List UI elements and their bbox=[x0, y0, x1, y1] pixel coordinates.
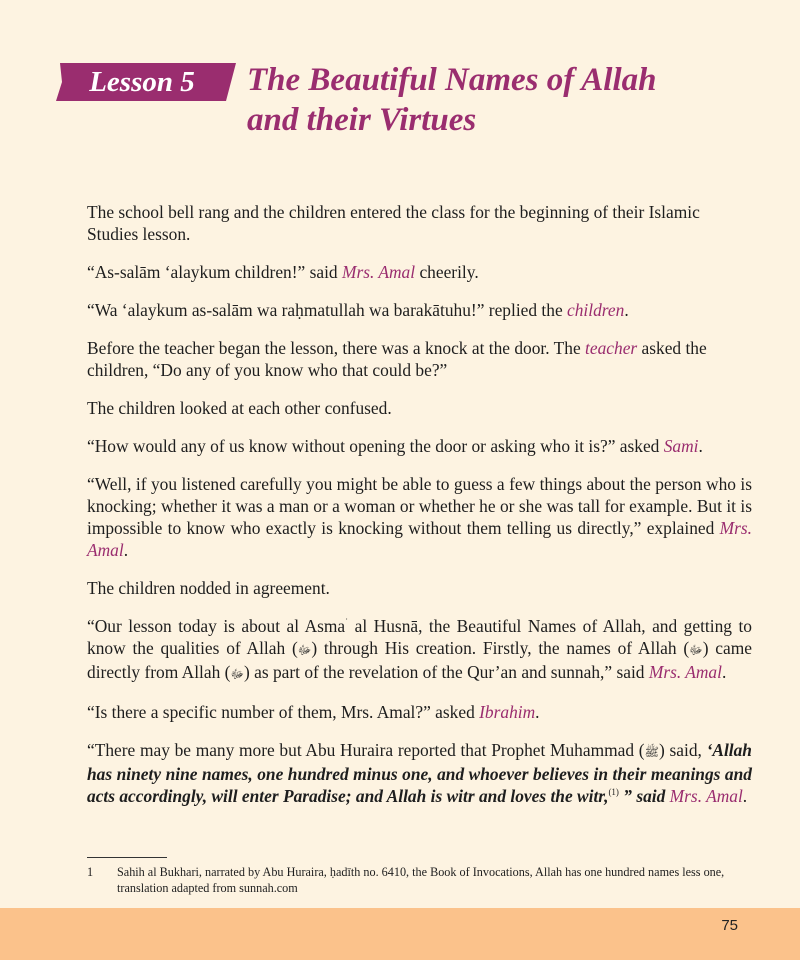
speaker-name: Mrs. Amal bbox=[341, 262, 416, 282]
lesson-title-line-1: The Beautiful Names of Allah bbox=[247, 62, 657, 98]
paragraph-3 bbox=[87, 299, 752, 321]
paragraph-9 bbox=[87, 615, 752, 685]
honorific-symbol: ﷻ bbox=[230, 667, 244, 681]
paragraph-11-text-2: ) said, bbox=[659, 740, 707, 760]
footnote-number: 1 bbox=[87, 865, 94, 879]
lesson-title bbox=[247, 60, 767, 140]
lesson-label: Lesson 5 bbox=[89, 66, 195, 98]
paragraph-4-text-end: asked the children, “Do any of you know who that could be?” bbox=[87, 338, 707, 380]
honorific-symbol: ﷻ bbox=[689, 643, 703, 657]
paragraph-1-text: The school bell rang and the children entered the class for the beginning of their Islamic Studies lesson. bbox=[87, 202, 700, 244]
speaker-name: Mrs. Amal bbox=[669, 786, 743, 806]
paragraph-9-text-3: ) through His creation. Firstly, the names of Allah ( bbox=[311, 638, 690, 658]
footnote bbox=[87, 864, 752, 896]
speaker-name: Mrs. Amal bbox=[648, 662, 722, 682]
footer-bar bbox=[0, 908, 800, 960]
paragraph-9-text-4: ) came directly from Allah ( bbox=[87, 638, 752, 682]
footnote-divider bbox=[87, 857, 167, 858]
paragraph-10-text-end: . bbox=[535, 702, 540, 722]
paragraph-4-text: Before the teacher began the lesson, there was a knock at the door. The bbox=[87, 338, 586, 358]
paragraph-11 bbox=[87, 739, 752, 807]
paragraph-10-text: “Is there a specific number of them, Mrs. Amal?” asked bbox=[87, 702, 480, 722]
paragraph-5 bbox=[87, 397, 752, 419]
lesson-tag bbox=[56, 62, 236, 102]
paragraph-9-text-2: al Husnā, the Beautiful Names of Allah, and getting to know the qualities of Allah ( bbox=[87, 616, 752, 658]
hadith-quote: ‘Allah has ninety nine names, one hundred minus one, and whoever believes in their meanings and acts accordingly, will enter Paradise; and Allah is witr and loves the witr, bbox=[87, 740, 752, 806]
paragraph-9-text-5: ) as part of the revelation of the Qur’an and sunnah,” said bbox=[243, 662, 649, 682]
lesson-title-line-2: and their Virtues bbox=[247, 102, 477, 138]
paragraph-2 bbox=[87, 261, 752, 283]
speaker-name: teacher bbox=[585, 338, 638, 358]
paragraph-8 bbox=[87, 577, 752, 599]
paragraph-7 bbox=[87, 473, 752, 561]
speaker-name: Ibrahim bbox=[479, 702, 536, 722]
paragraph-11-text-end: . bbox=[742, 786, 748, 806]
paragraph-5-text: The children looked at each other confused. bbox=[87, 398, 392, 418]
paragraph-6-text: “How would any of us know without opening the door or asking who it is?” asked bbox=[87, 436, 664, 456]
paragraph-2-text: “As-salām ‘alaykum children!” said bbox=[87, 262, 342, 282]
speaker-name: Sami bbox=[663, 436, 699, 456]
paragraph-8-text: The children nodded in agreement. bbox=[87, 578, 330, 598]
paragraph-3-text-end: . bbox=[624, 300, 629, 320]
footnote-reference[interactable]: (1) bbox=[608, 787, 619, 798]
paragraph-1 bbox=[87, 201, 752, 245]
paragraph-4 bbox=[87, 337, 752, 381]
speaker-name: children bbox=[567, 300, 625, 320]
paragraph-3-text: “Wa ‘alaykum as-salām wa raḥmatullah wa barakātuhu!” replied the bbox=[87, 300, 568, 320]
paragraph-9-text-end: . bbox=[721, 662, 727, 682]
paragraph-9-text: “Our lesson today is about al Asma bbox=[87, 616, 346, 636]
quote-close: ” said bbox=[618, 786, 670, 806]
paragraph-6-text-end: . bbox=[698, 436, 703, 456]
footnote-text: Sahih al Bukhari, narrated by Abu Huraira, ḥadīth no. 6410, the Book of Invocations, Allah has one hundred names less one, translation adapted from sunnah.com bbox=[117, 865, 725, 895]
paragraph-11-text: “There may be many more but Abu Huraira reported that Prophet Muhammad ( bbox=[87, 740, 645, 760]
paragraph-6 bbox=[87, 435, 752, 457]
paragraph-7-text-end: . bbox=[123, 540, 129, 560]
ayn-mark: ʿ bbox=[345, 617, 349, 628]
paragraph-7-text: “Well, if you listened carefully you might be able to guess a few things about the person who is knocking; whether it was a man or a woman or whether he or she was tall for example. But it is impossible to know who exactly is knocking without them telling us directly,” explained bbox=[87, 474, 752, 538]
story-text bbox=[87, 201, 752, 823]
speaker-name: Mrs. Amal bbox=[87, 518, 752, 560]
paragraph-10 bbox=[87, 701, 752, 723]
honorific-symbol: ﷺ bbox=[644, 745, 660, 759]
honorific-symbol: ﷻ bbox=[297, 643, 312, 657]
paragraph-2-text-end: cheerily. bbox=[415, 262, 479, 282]
page-number: 75 bbox=[721, 917, 738, 934]
